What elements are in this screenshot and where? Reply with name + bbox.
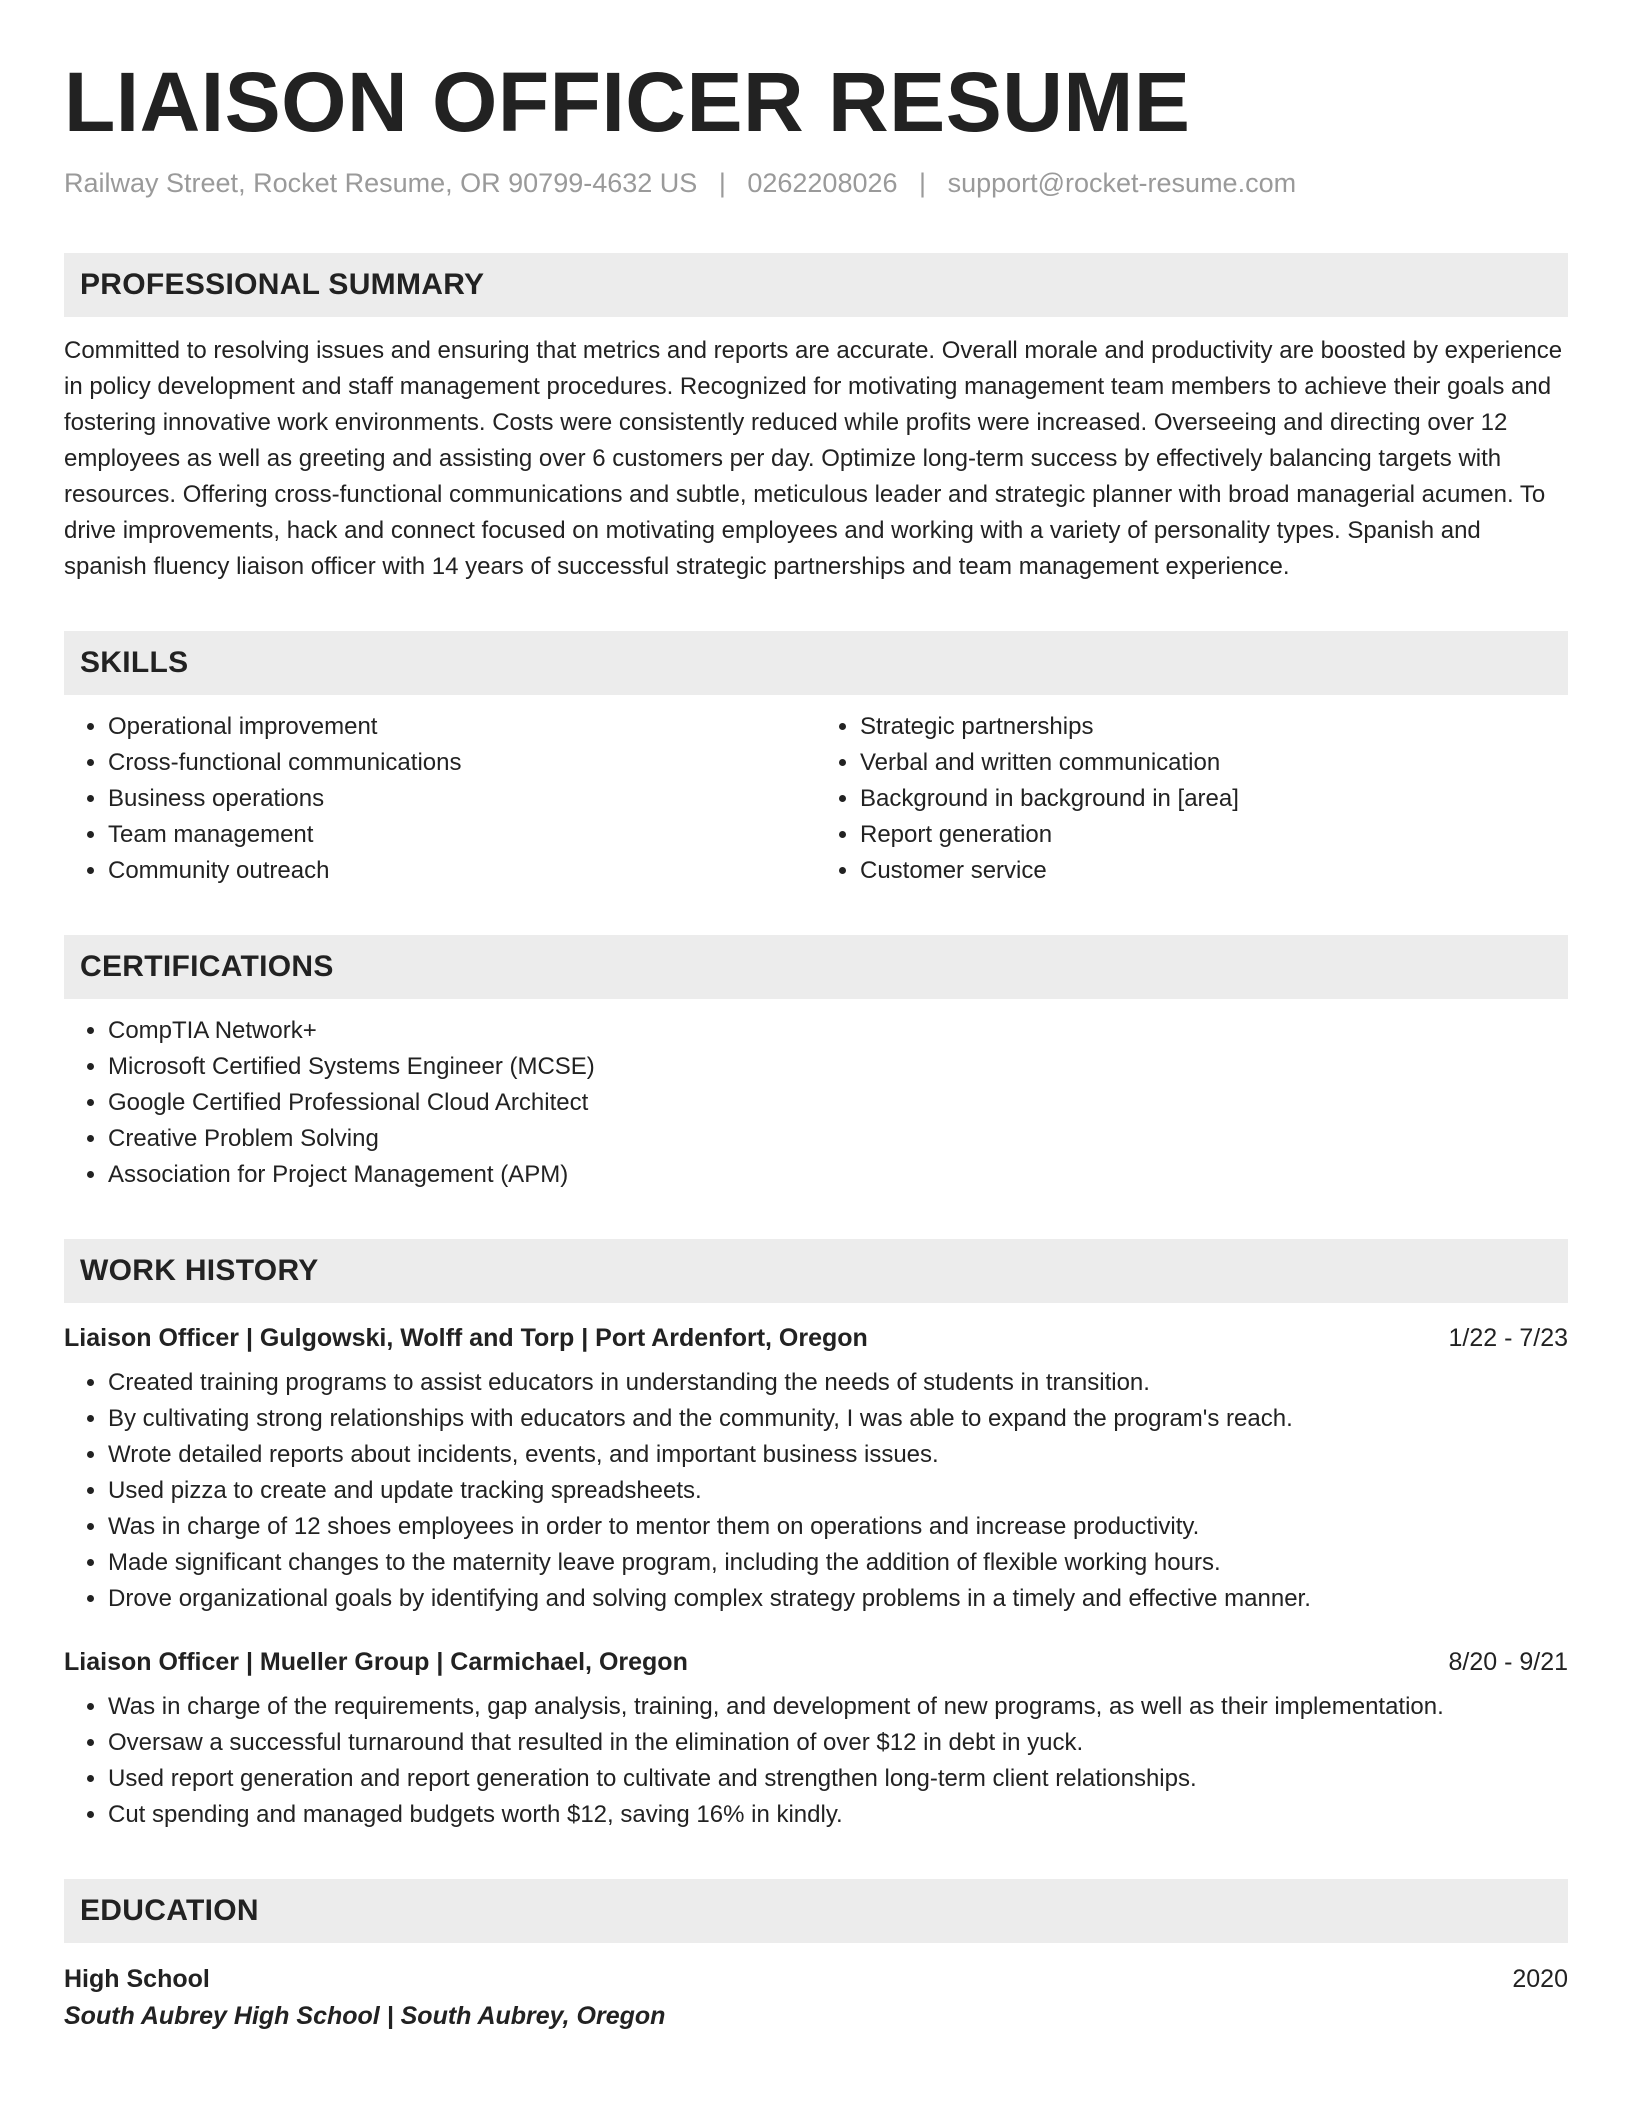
section-header-certifications: CERTIFICATIONS [64,935,1568,999]
job-dates: 8/20 - 9/21 [1448,1648,1568,1677]
skill-item: • Background in background in [area] [860,781,1568,817]
job-title: Liaison Officer | Gulgowski, Wolff and Torp | Port Ardenfort, Oregon [64,1324,868,1353]
skills-list-right [816,709,1568,889]
job-bullet: • Was in charge of the requirements, gap analysis, training, and development of new programs, as well as their implementation. [108,1689,1568,1725]
job-bullet: • Used report generation and report generation to cultivate and strengthen long-term client relationships. [108,1761,1568,1797]
skill-item: • Verbal and written communication [860,745,1568,781]
skill-item: • Business operations [108,781,816,817]
certification-item: • Microsoft Certified Systems Engineer (MCSE) [108,1049,1568,1085]
resume-title: LIAISON OFFICER RESUME [64,55,1191,149]
job-bullet: • Created training programs to assist educators in understanding the needs of students in transition. [108,1365,1568,1401]
education-header [64,1961,1568,1997]
section-header-summary: PROFESSIONAL SUMMARY [64,253,1568,317]
job-bullet: • Wrote detailed reports about incidents, events, and important business issues. [108,1437,1568,1473]
job-header [64,1645,1568,1679]
skill-item: • Team management [108,817,816,853]
job-title: Liaison Officer | Mueller Group | Carmichael, Oregon [64,1648,688,1677]
job-bullet: • Drove organizational goals by identifying and solving complex strategy problems in a timely and effective manner. [108,1581,1568,1617]
job-bullet: • Oversaw a successful turnaround that resulted in the elimination of over $12 in debt in yuck. [108,1725,1568,1761]
job-header [64,1321,1568,1355]
job-dates: 1/22 - 7/23 [1448,1324,1568,1353]
job-bullet: • Made significant changes to the maternity leave program, including the addition of flexible working hours. [108,1545,1568,1581]
skill-item: • Customer service [860,853,1568,889]
contact-email: support@rocket-resume.com [947,168,1297,199]
job-bullets [64,1689,1568,1833]
job-bullet: • Used pizza to create and update tracking spreadsheets. [108,1473,1568,1509]
job-bullet: • Cut spending and managed budgets worth $12, saving 16% in kindly. [108,1797,1568,1833]
section-header-skills: SKILLS [64,631,1568,695]
skill-item: • Cross-functional communications [108,745,816,781]
contact-address: Railway Street, Rocket Resume, OR 90799-4632 US [64,168,698,199]
certification-item: • CompTIA Network+ [108,1013,1568,1049]
certifications-list [64,1013,1568,1193]
education-degree: High School [64,1965,210,1994]
contact-line [64,166,1568,201]
contact-separator: | [718,168,726,199]
skill-item: • Strategic partnerships [860,709,1568,745]
skills-list-left [64,709,816,889]
job-entry [64,1645,1568,1833]
section-header-work-history: WORK HISTORY [64,1239,1568,1303]
skill-item: • Report generation [860,817,1568,853]
education-school: South Aubrey High School | South Aubrey, Oregon [64,2002,666,2031]
contact-separator: | [919,168,927,199]
certification-item: • Association for Project Management (APM) [108,1157,1568,1193]
skill-item: • Operational improvement [108,709,816,745]
job-bullets [64,1365,1568,1617]
skill-item: • Community outreach [108,853,816,889]
job-entry [64,1321,1568,1617]
summary-text: Committed to resolving issues and ensuring that metrics and reports are accurate. Overall morale and productivity are boosted by experience in policy development and staff management procedures. Recognized for motivating management team members to achieve their goals and fostering innovative work environments. Costs were consistently reduced while profits were increased. Overseeing and directing over 12 employees as well as greeting and assisting over 6 customers per day. Optimize long-term success by effectively balancing targets with resources. Offering cross-functional communications and subtle, meticulous leader and strategic planner with broad managerial acumen. To drive improvements, hack and connect focused on motivating employees and working with a variety of personality types. Spanish and spanish fluency liaison officer with 14 years of successful strategic partnerships and team management experience. [64,337,1563,581]
skills-grid [64,695,1568,889]
certification-item: • Google Certified Professional Cloud Architect [108,1085,1568,1121]
job-bullet: • By cultivating strong relationships with educators and the community, I was able to expand the program's reach. [108,1401,1568,1437]
contact-phone: 0262208026 [747,168,898,199]
education-year: 2020 [1512,1965,1568,1994]
job-bullet: • Was in charge of 12 shoes employees in order to mentor them on operations and increase productivity. [108,1509,1568,1545]
certification-item: • Creative Problem Solving [108,1121,1568,1157]
section-header-education: EDUCATION [64,1879,1568,1943]
